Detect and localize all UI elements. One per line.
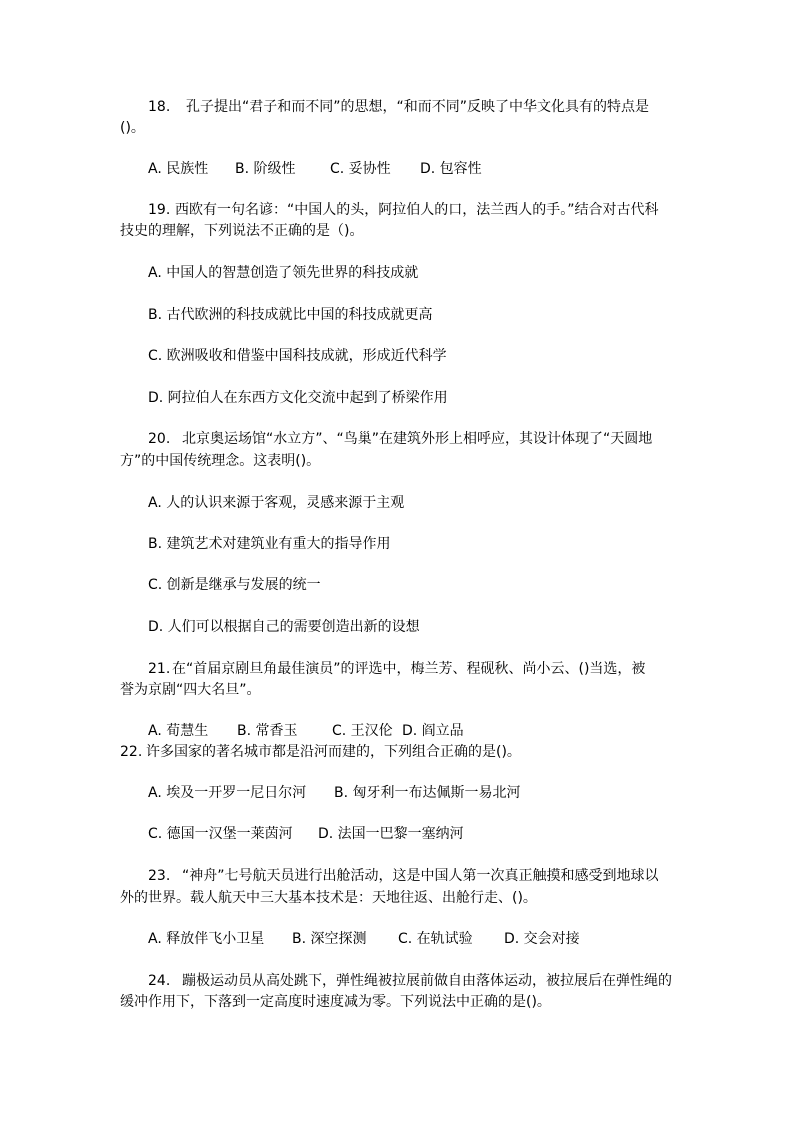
option-c: C. 妥协性 bbox=[330, 161, 391, 177]
option-a: A. 埃及一开罗一尼日尔河 bbox=[148, 785, 307, 801]
option-a: A. 荀慧生 bbox=[148, 723, 209, 739]
question-text: 在“首届京剧旦角最佳演员”的评选中，梅兰芳、程砚秋、尚小云、()当选，被 bbox=[172, 661, 646, 677]
question-text: 西欧有一句名谚：“中国人的头，阿拉伯人的口，法兰西人的手。”结合对古代科 bbox=[175, 202, 659, 218]
option-a: A. 中国人的智慧创造了领先世界的科技成就 bbox=[148, 265, 419, 281]
question-text: “神舟”七号航天员进行出舱活动，这是中国人第一次真正触摸和感受到地球以 bbox=[182, 868, 659, 884]
question-number: 24. bbox=[148, 973, 171, 989]
option-b: B. 建筑艺术对建筑业有重大的指导作用 bbox=[148, 536, 391, 552]
option-c: C. 德国一汉堡一莱茵河 bbox=[148, 826, 293, 842]
question-text: 方”的中国传统理念。这表明()。 bbox=[120, 453, 321, 469]
question-number: 18. bbox=[148, 99, 171, 115]
question-text: 孔子提出“君子和而不同”的思想，“和而不同”反映了中华文化具有的特点是 bbox=[186, 99, 650, 115]
option-d: D. 阿拉伯人在东西方文化交流中起到了桥梁作用 bbox=[148, 390, 448, 406]
option-c: C. 在轨试验 bbox=[398, 931, 473, 947]
question-number: 21. bbox=[148, 661, 171, 677]
option-c: C. 创新是继承与发展的统一 bbox=[148, 577, 321, 593]
question-text: 蹦极运动员从高处跳下，弹性绳被拉展前做自由落体运动，被拉展后在弹性绳的 bbox=[182, 973, 672, 989]
option-c: C. 欧洲吸收和借鉴中国科技成就，形成近代科学 bbox=[148, 348, 447, 364]
option-d: D. 交会对接 bbox=[504, 931, 580, 947]
question-text: 誉为京剧“四大名旦”。 bbox=[120, 682, 261, 698]
question-number: 23. bbox=[148, 868, 171, 884]
question-text: 技史的理解，下列说法不正确的是（)。 bbox=[120, 223, 364, 239]
option-b: B. 古代欧洲的科技成就比中国的科技成就更高 bbox=[148, 307, 433, 323]
question-number: 20. bbox=[148, 431, 171, 447]
question-text: 外的世界。载人航天中三大基本技术是：天地往返、出舱行走、()。 bbox=[120, 890, 537, 906]
option-a: A. 人的认识来源于客观，灵感来源于主观 bbox=[148, 495, 405, 511]
question-text: 北京奥运场馆“水立方”、“鸟巢”在建筑外形上相呼应，其设计体现了“天圆地 bbox=[182, 431, 653, 447]
option-b: B. 常香玉 bbox=[237, 723, 298, 739]
option-a: A. 民族性 bbox=[148, 161, 209, 177]
question-number: 19. bbox=[148, 202, 171, 218]
question-number: 22. bbox=[120, 744, 143, 760]
option-b: B. 深空探测 bbox=[292, 931, 367, 947]
option-b: B. 匈牙利一布达佩斯一易北河 bbox=[334, 785, 521, 801]
question-text: 缓冲作用下，下落到一定高度时速度减为零。下列说法中正确的是()。 bbox=[120, 994, 551, 1010]
option-d: D. 阎立品 bbox=[402, 723, 464, 739]
option-d: D. 法国一巴黎一塞纳河 bbox=[318, 826, 464, 842]
option-d: D. 包容性 bbox=[420, 161, 482, 177]
question-text: 许多国家的著名城市都是沿河而建的，下列组合正确的是()。 bbox=[146, 744, 521, 760]
option-b: B. 阶级性 bbox=[235, 161, 296, 177]
option-a: A. 释放伴飞小卫星 bbox=[148, 931, 265, 947]
option-c: C. 王汉伦 bbox=[332, 723, 393, 739]
option-d: D. 人们可以根据自己的需要创造出新的设想 bbox=[148, 619, 420, 635]
question-text: ()。 bbox=[120, 120, 145, 136]
